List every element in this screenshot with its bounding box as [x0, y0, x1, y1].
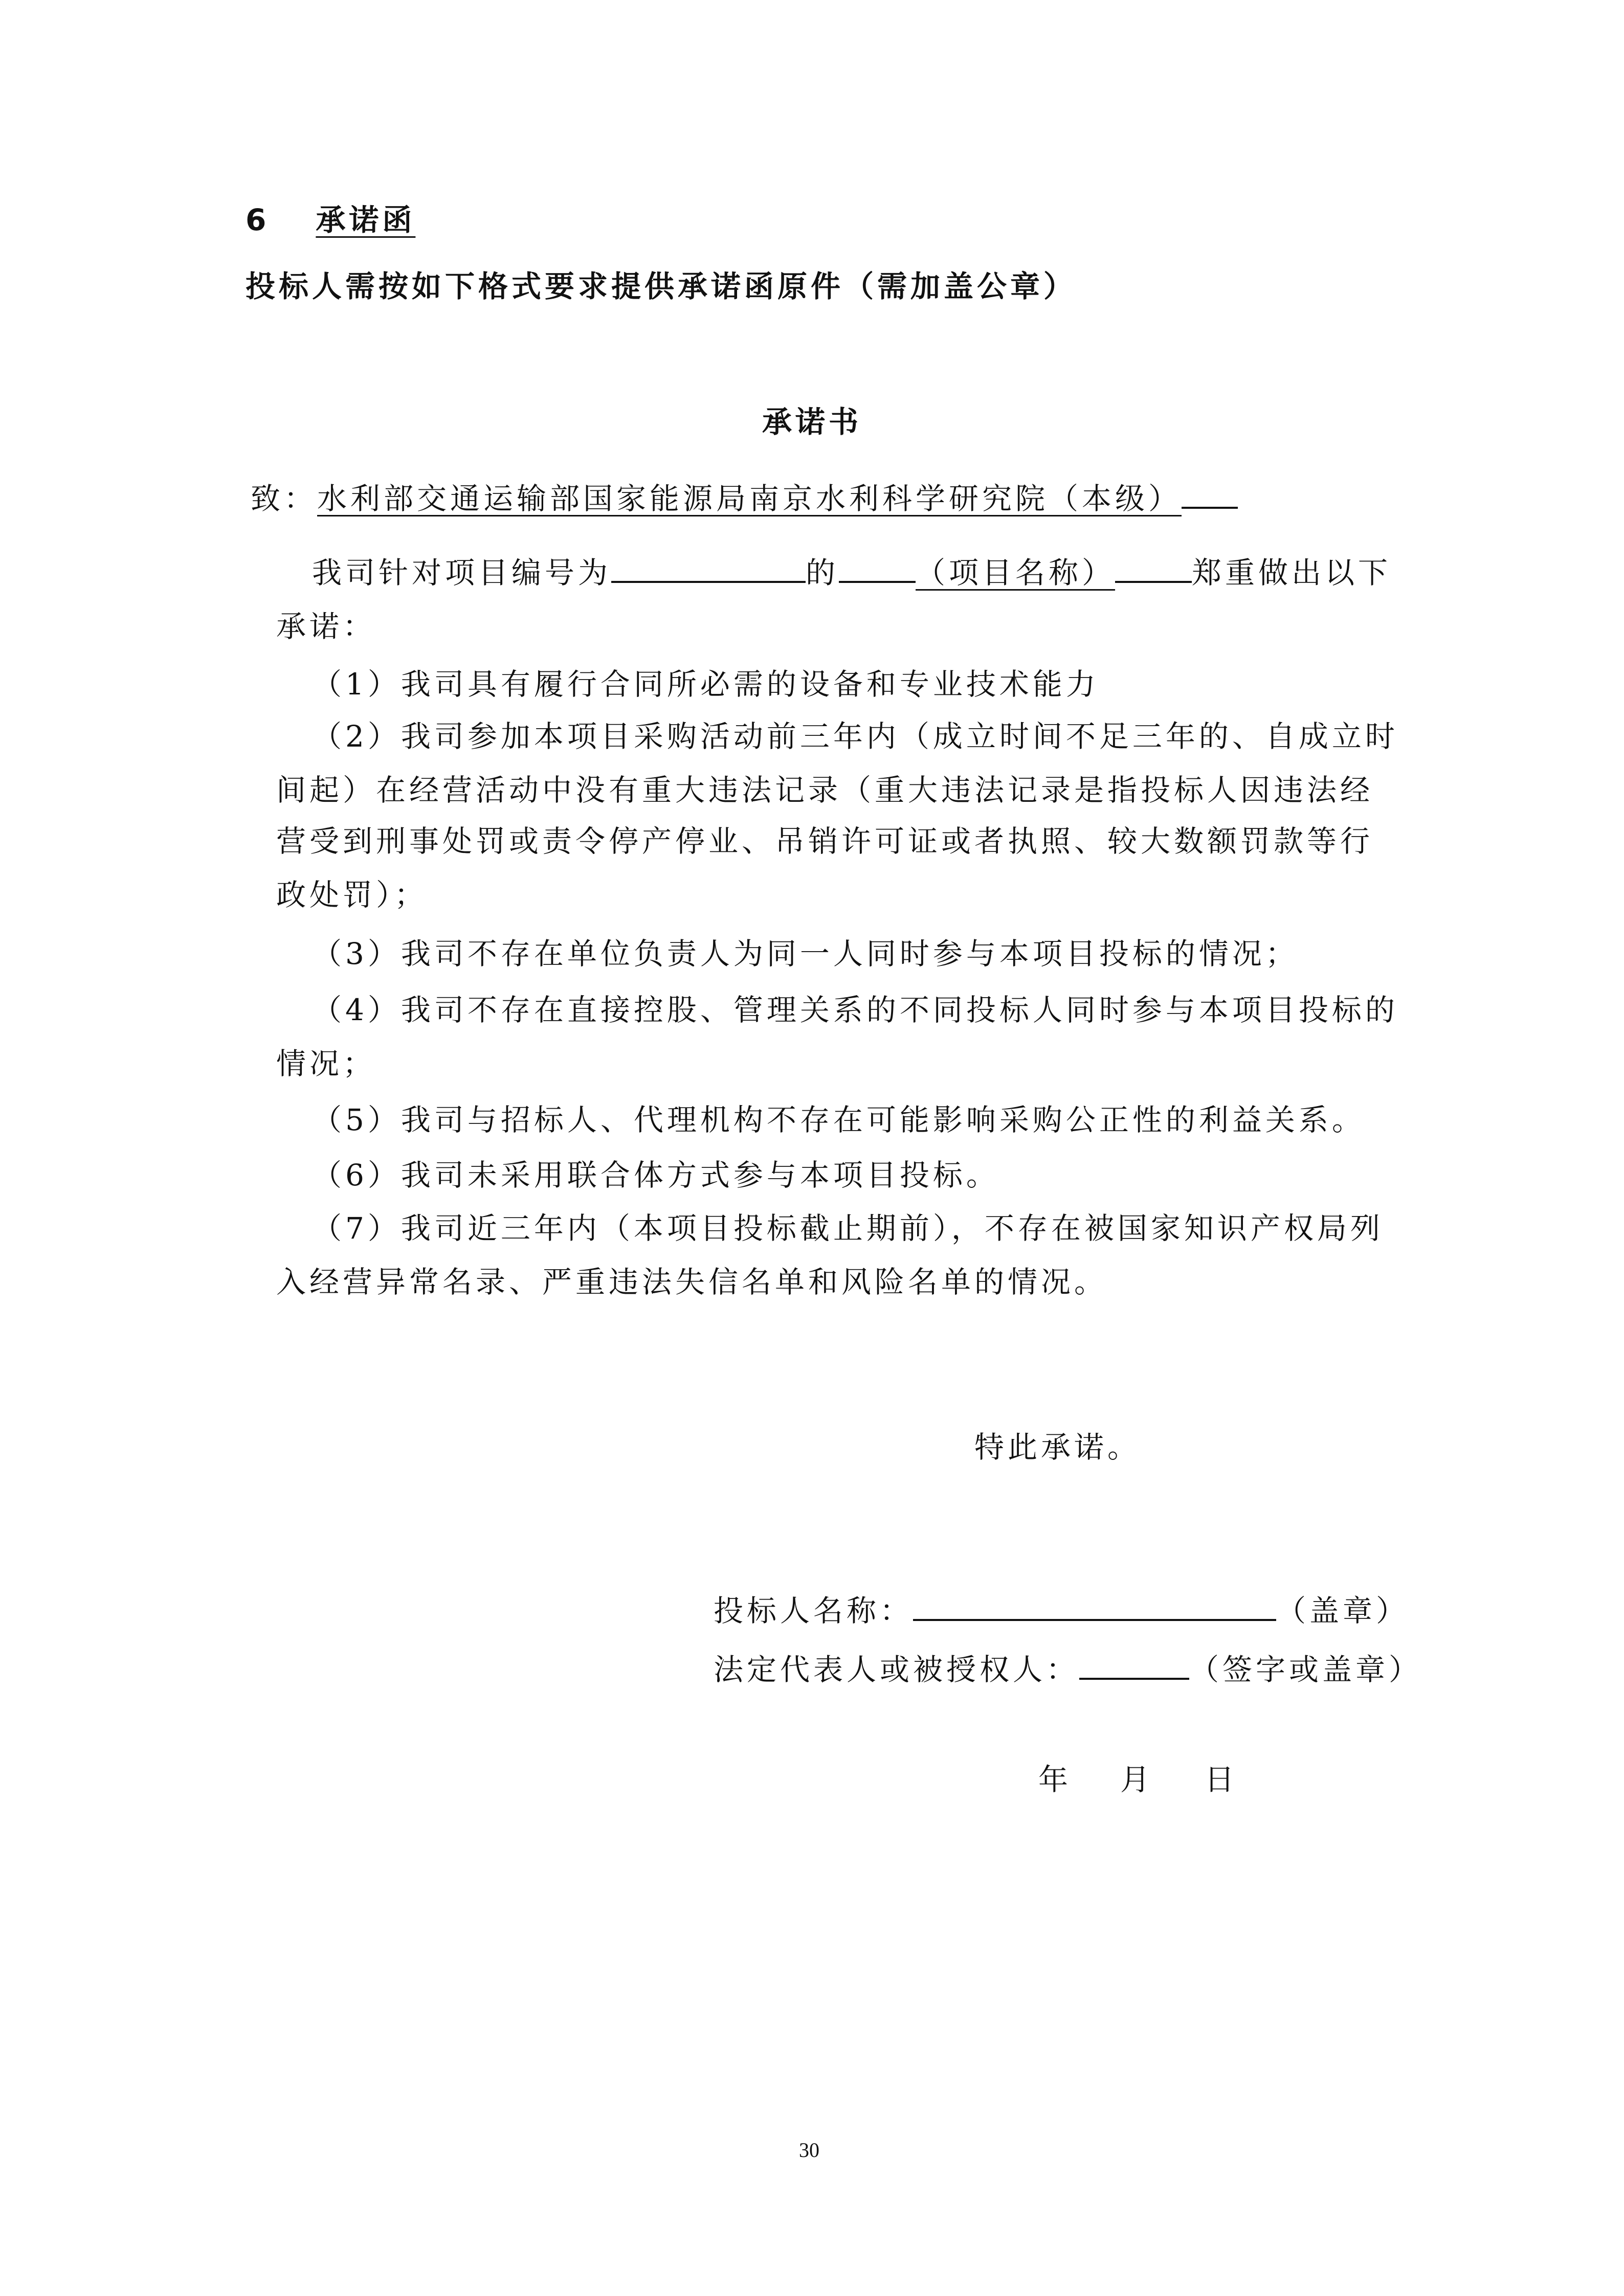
- representative-sign-note: （签字或盖章）: [1189, 1652, 1422, 1687]
- representative-line: [714, 1649, 1422, 1690]
- intro-line-2: 承诺：: [276, 609, 376, 644]
- letter-title: 承诺书: [762, 404, 862, 439]
- representative-field: [1079, 1649, 1189, 1680]
- commitment-item-3: （3）我司不存在单位负责人为同一人同时参与本项目投标的情况；: [312, 936, 1299, 971]
- commitment-item-7-line-1: （7）我司近三年内（本项目投标截止期前），不存在被国家知识产权局列: [312, 1211, 1384, 1246]
- commitment-item-1: （1）我司具有履行合同所必需的设备和专业技术能力: [312, 667, 1099, 702]
- project-name-blank-right: [1115, 552, 1192, 583]
- commitment-item-7-line-2: 入经营异常名录、严重违法失信名单和风险名单的情况。: [276, 1265, 1108, 1299]
- bidder-name-line: [714, 1590, 1409, 1631]
- representative-label: 法定代表人或被授权人：: [714, 1652, 1080, 1687]
- section-number: 6: [246, 202, 270, 237]
- commitment-item-5: （5）我司与招标人、代理机构不存在可能影响采购公正性的利益关系。: [312, 1102, 1365, 1137]
- project-number-blank: [611, 552, 806, 583]
- date-month: 月: [1120, 1762, 1154, 1797]
- section-title: 承诺函: [316, 202, 416, 237]
- commitment-item-2-line-1: （2）我司参加本项目采购活动前三年内（成立时间不足三年的、自成立时: [312, 719, 1398, 754]
- intro-text-3: 郑重做出以下: [1192, 555, 1392, 590]
- commitment-item-4-line-1: （4）我司不存在直接控股、管理关系的不同投标人同时参与本项目投标的: [312, 993, 1398, 1027]
- project-name-placeholder: （项目名称）: [916, 555, 1116, 590]
- instruction-text: 投标人需按如下格式要求提供承诺函原件（需加盖公章）: [246, 269, 1077, 304]
- date-day: 日: [1205, 1762, 1238, 1797]
- intro-line-1: [312, 552, 1391, 593]
- addressee-underline: [1182, 478, 1238, 509]
- addressee-line: [251, 478, 1238, 519]
- intro-text-1: 我司针对项目编号为: [312, 555, 612, 590]
- bidder-name-label: 投标人名称：: [714, 1593, 914, 1628]
- commitment-item-6: （6）我司未采用联合体方式参与本项目投标。: [312, 1158, 999, 1192]
- bidder-seal-note: （盖章）: [1276, 1593, 1410, 1628]
- commitment-item-2-line-3: 营受到刑事处罚或责令停产停业、吊销许可证或者执照、较大数额罚款等行: [276, 824, 1374, 859]
- project-name-blank-left: [839, 552, 916, 583]
- section-heading: [246, 199, 415, 240]
- date-year: 年: [1038, 1762, 1072, 1797]
- intro-text-2: 的: [806, 555, 839, 590]
- commitment-item-2-line-4: 政处罚）；: [276, 877, 428, 912]
- addressee-name: 水利部交通运输部国家能源局南京水利科学研究院（本级）: [317, 481, 1182, 516]
- addressee-prefix: 致：: [251, 481, 318, 516]
- page-number: 30: [799, 2139, 819, 2162]
- closing-text: 特此承诺。: [974, 1430, 1141, 1465]
- bidder-name-field: [913, 1590, 1276, 1621]
- commitment-item-4-line-2: 情况；: [276, 1046, 376, 1081]
- commitment-item-2-line-2: 间起）在经营活动中没有重大违法记录（重大违法记录是指投标人因违法经: [276, 773, 1374, 807]
